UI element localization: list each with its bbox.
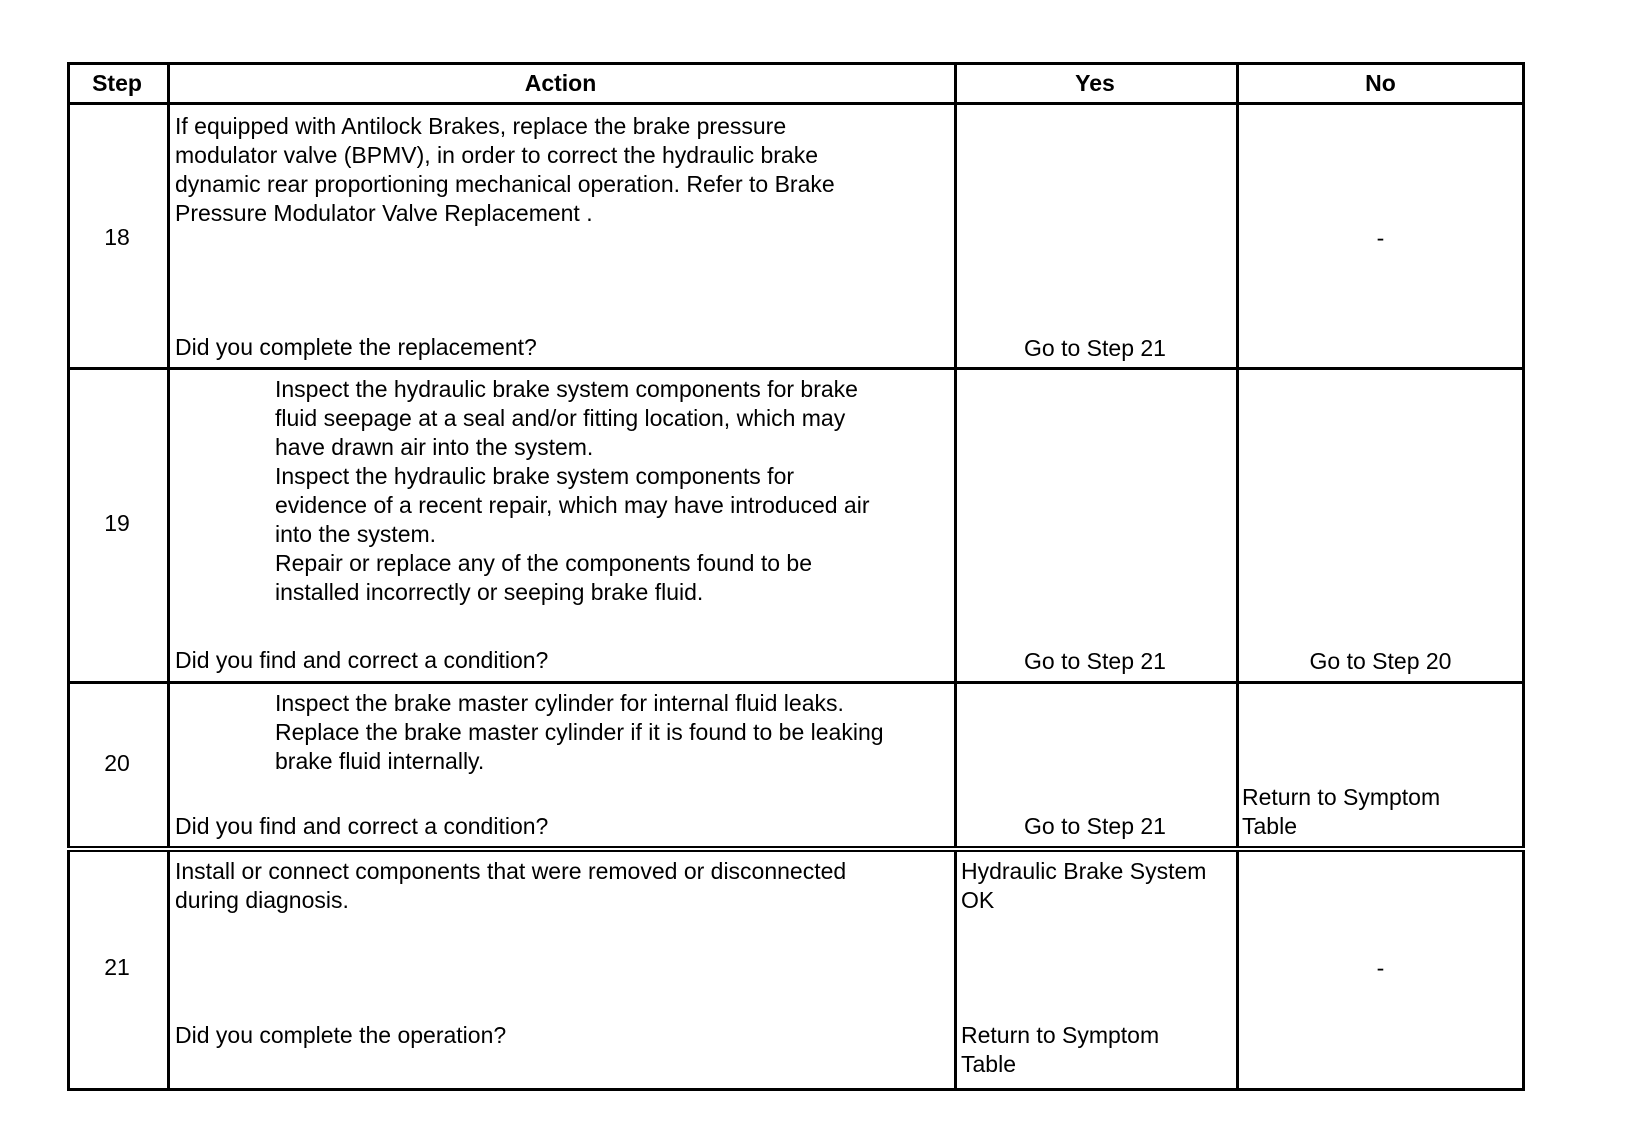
header-step: Step [92,70,142,96]
action-line: brake fluid internally. [275,748,485,774]
action-question: Did you find and correct a condition? [175,813,549,839]
no-result: Go to Step 20 [1309,648,1452,674]
action-line: into the system. [275,521,437,547]
action-text [175,112,835,228]
action-line: dynamic rear proportioning mechanical operation. Refer to Brake [175,171,835,197]
action-line: fluid seepage at a seal and/or fitting location, which may [275,405,846,431]
yes-result-line: Table [961,1051,1016,1077]
step-number: 21 [104,954,130,980]
column-divider [167,62,170,1091]
action-line: during diagnosis. [175,887,349,913]
yes-result: Go to Step 21 [1024,648,1166,674]
no-result [1242,783,1440,841]
action-line: Inspect the hydraulic brake system components for [275,463,795,489]
row-divider [67,102,1525,105]
header-yes: Yes [1075,70,1115,96]
column-divider [954,62,957,1091]
yes-result-line: Hydraulic Brake System [961,858,1207,884]
action-line: Pressure Modulator Valve Replacement . [175,200,593,226]
header-action: Action [524,70,597,96]
no-result: - [1376,955,1385,981]
action-line: Install or connect components that were removed or disconnected [175,858,847,884]
action-question: Did you find and correct a condition? [175,647,549,673]
action-text [175,375,870,607]
yes-result-top [961,857,1206,915]
step-number: 18 [104,224,130,250]
action-line: modulator valve (BPMV), in order to correct the hydraulic brake [175,142,818,168]
no-result: - [1376,225,1385,251]
action-line: evidence of a recent repair, which may have introduced air [275,492,870,518]
action-line: installed incorrectly or seeping brake fluid. [275,579,704,605]
action-line: Inspect the brake master cylinder for internal fluid leaks. [275,690,844,716]
action-line: If equipped with Antilock Brakes, replace the brake pressure [175,113,787,139]
action-line: Inspect the hydraulic brake system components for brake [275,376,858,402]
action-question: Did you complete the replacement? [175,334,537,360]
yes-result-line: Return to Symptom [961,1022,1160,1048]
column-divider [1236,62,1239,1091]
action-question: Did you complete the operation? [175,1022,507,1048]
header-no: No [1365,70,1396,96]
yes-result: Go to Step 21 [1024,335,1166,361]
no-result-line: Return to Symptom [1242,784,1441,810]
action-text [175,689,884,776]
row-divider [67,681,1525,684]
yes-result-line: OK [961,887,995,913]
row-divider [67,846,1525,852]
yes-result: Go to Step 21 [1024,813,1166,839]
no-result-line: Table [1242,813,1297,839]
row-divider [67,367,1525,370]
action-text [175,857,846,915]
action-line: Repair or replace any of the components found to be [275,550,813,576]
action-line: have drawn air into the system. [275,434,594,460]
step-number: 19 [104,510,130,536]
yes-result [961,1021,1159,1079]
step-number: 20 [104,750,130,776]
action-line: Replace the brake master cylinder if it is found to be leaking [275,719,884,745]
